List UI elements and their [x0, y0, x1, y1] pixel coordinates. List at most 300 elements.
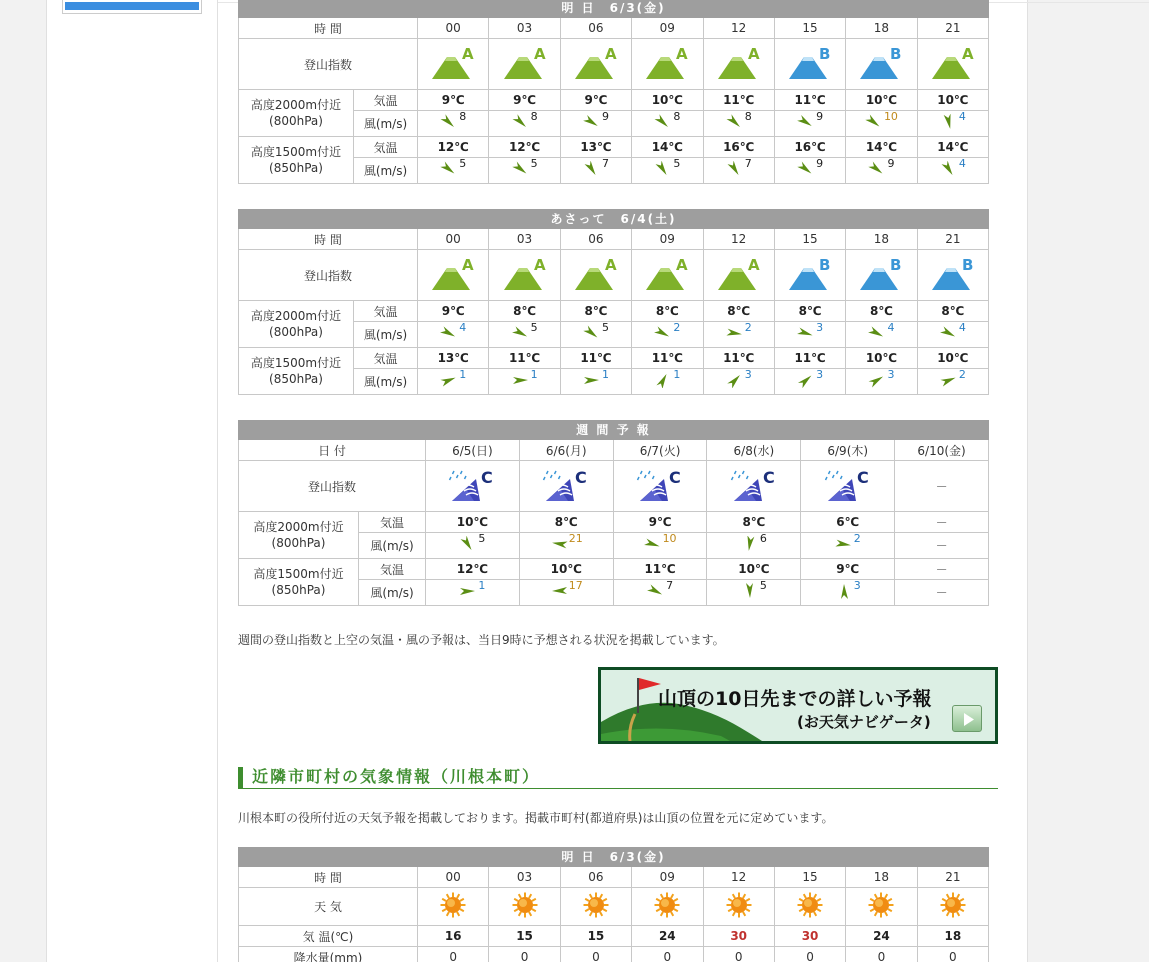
time-cell: 12 — [703, 867, 774, 888]
wind-data-cell — [632, 158, 703, 184]
weather-cell — [917, 888, 988, 926]
wind-data-cell — [426, 533, 520, 559]
mountain-index-icon-A — [929, 45, 977, 81]
wind-speed: 17 — [568, 579, 583, 592]
wind-speed: 5 — [530, 321, 538, 334]
time-cell: 15 — [774, 867, 845, 888]
wind-cell — [726, 157, 752, 177]
wind-arrow-icon — [797, 114, 815, 130]
altitude-name: 高度2000m付近 — [250, 309, 342, 323]
temp-cell: 8℃ — [560, 301, 631, 322]
svg-text:C: C — [856, 467, 869, 487]
wind-data-cell — [774, 158, 845, 184]
temp-cell: 9℃ — [489, 90, 560, 111]
banner-title: 山頂の10日先までの詳しい予報 — [658, 688, 932, 710]
wind-cell — [940, 157, 966, 177]
time-cell: 18 — [846, 867, 917, 888]
temp-cell: 11℃ — [613, 559, 707, 580]
wind-speed: 2 — [744, 321, 752, 334]
wind-cell — [868, 321, 895, 341]
mountain-index-icon-A — [643, 256, 691, 292]
wind-cell — [654, 110, 681, 130]
wind-arrow-icon — [797, 325, 815, 341]
svg-text:C: C — [669, 467, 681, 487]
wind-cell — [512, 321, 538, 341]
section-note: 川根本町の役所付近の天気予報を掲載しております。掲載市町村(都道府県)は山頂の位置を元に定めています。 — [238, 811, 834, 825]
wind-speed: 2 — [958, 368, 966, 381]
temp-cell: － — [895, 512, 989, 533]
date-label: 日 付 — [239, 440, 426, 461]
index-cell — [801, 461, 895, 512]
alt1-altitude-label — [239, 90, 354, 137]
wind-speed: 3 — [853, 579, 861, 592]
precip-cell: 0 — [560, 947, 631, 962]
wind-speed: 9 — [887, 157, 895, 170]
svg-text:B: B — [890, 255, 902, 274]
wind-speed: 5 — [601, 321, 609, 334]
alt2-altitude-label — [239, 559, 359, 606]
wind-cell — [512, 368, 538, 388]
wind-data-cell — [917, 158, 988, 184]
alt1-altitude-label — [239, 512, 359, 559]
wind-cell — [583, 368, 609, 388]
wind-arrow-icon — [868, 372, 886, 388]
wind-speed: 10 — [883, 110, 898, 123]
wind-arrow-icon — [835, 536, 853, 552]
temp-cell: 13℃ — [560, 137, 631, 158]
wind-label: 風(m/s) — [354, 322, 418, 348]
wind-speed: 1 — [530, 368, 538, 381]
wind-arrow-icon — [512, 161, 530, 177]
wind-cell — [726, 110, 752, 130]
wind-cell — [797, 321, 824, 341]
index-cell — [418, 250, 489, 301]
temp-cell: 12℃ — [418, 137, 489, 158]
index-cell — [418, 39, 489, 90]
wind-label: 風(m/s) — [354, 111, 418, 137]
table-title: あさって 6/4(土) — [239, 210, 989, 229]
index-cell — [489, 250, 560, 301]
alt1-altitude-label — [239, 301, 354, 348]
date-cell: 6/9(木) — [801, 440, 895, 461]
mountain-index-icon-B — [857, 45, 905, 81]
wind-speed: 9 — [816, 110, 824, 123]
wind-speed: 8 — [459, 110, 467, 123]
time-cell: 03 — [489, 18, 560, 39]
wind-speed: 8 — [530, 110, 538, 123]
banner-subtitle: (お天気ナビゲータ) — [797, 713, 931, 731]
svg-text:A: A — [462, 44, 474, 63]
wind-speed: 1 — [459, 368, 467, 381]
svg-text:C: C — [762, 467, 775, 487]
wind-data-cell — [632, 322, 703, 348]
wind-data-cell — [519, 533, 613, 559]
svg-text:A: A — [604, 255, 617, 274]
precip-cell: 0 — [774, 947, 845, 962]
temp-cell: 18 — [917, 926, 988, 947]
temp-cell: 8℃ — [489, 301, 560, 322]
mountain-index-icon-A — [501, 256, 549, 292]
temp-cell: 15 — [560, 926, 631, 947]
temp-cell: 30 — [774, 926, 845, 947]
sidebar-box — [62, 0, 202, 14]
wind-data-cell — [774, 322, 845, 348]
wind-cell — [583, 157, 609, 177]
svg-text:A: A — [747, 44, 760, 63]
temp-cell: 14℃ — [632, 137, 703, 158]
wind-arrow-icon — [654, 114, 672, 130]
wind-cell — [440, 110, 467, 130]
temp-cell: 10℃ — [917, 90, 988, 111]
wind-cell — [868, 368, 895, 388]
weather-cell — [560, 888, 631, 926]
index-cell — [917, 39, 988, 90]
time-cell: 09 — [632, 867, 703, 888]
temp-cell: 16 — [418, 926, 489, 947]
wind-arrow-icon — [940, 372, 958, 388]
temp-cell: 11℃ — [632, 348, 703, 369]
wind-arrow-icon — [654, 372, 672, 388]
wind-speed: 5 — [459, 157, 467, 170]
wind-cell — [865, 110, 898, 130]
wind-data-cell — [418, 322, 489, 348]
wind-data-cell — [489, 322, 560, 348]
mountain-index-icon-A — [643, 45, 691, 81]
time-cell: 06 — [560, 229, 631, 250]
weather-cell — [489, 888, 560, 926]
mountain-index-icon-B — [857, 256, 905, 292]
wind-data-cell — [632, 111, 703, 137]
time-cell: 18 — [846, 229, 917, 250]
wind-arrow-icon — [440, 114, 458, 130]
alt2-altitude-label — [239, 137, 354, 184]
time-cell: 15 — [774, 18, 845, 39]
mountain-index-icon-B — [786, 256, 834, 292]
alt2-altitude-label — [239, 348, 354, 395]
temp-cell: 14℃ — [917, 137, 988, 158]
temp-cell: 8℃ — [703, 301, 774, 322]
temp-cell: 10℃ — [846, 348, 917, 369]
temp-cell: 8℃ — [632, 301, 703, 322]
precip-label: 降水量(mm) — [239, 947, 418, 962]
wind-arrow-icon — [644, 536, 662, 552]
index-cell — [917, 250, 988, 301]
wind-cell — [797, 110, 824, 130]
sun-icon — [796, 891, 824, 919]
temp-cell: 11℃ — [703, 90, 774, 111]
wind-speed: 3 — [744, 368, 752, 381]
temp-cell: 10℃ — [707, 559, 801, 580]
wind-cell — [440, 157, 467, 177]
temp-cell: 12℃ — [426, 559, 520, 580]
wind-arrow-icon — [583, 325, 601, 341]
wind-speed: 5 — [673, 157, 681, 170]
wind-data-cell — [703, 158, 774, 184]
play-button[interactable] — [952, 705, 982, 732]
time-cell: 09 — [632, 18, 703, 39]
index-cell — [632, 39, 703, 90]
wind-speed: 4 — [459, 321, 467, 334]
svg-text:A: A — [533, 44, 546, 63]
wind-data-cell — [560, 369, 631, 395]
temp-cell: 6℃ — [801, 512, 895, 533]
wind-cell — [459, 579, 486, 599]
play-icon — [953, 706, 983, 733]
wind-cell — [440, 368, 467, 388]
index-cell — [774, 39, 845, 90]
svg-text:B: B — [961, 255, 974, 274]
temp-cell: 11℃ — [489, 348, 560, 369]
date-cell: 6/10(金) — [895, 440, 989, 461]
temp-cell: 10℃ — [917, 348, 988, 369]
wind-arrow-icon — [440, 161, 458, 177]
wind-speed: 5 — [478, 532, 486, 545]
temp-label: 気温 — [359, 512, 426, 533]
time-cell: 12 — [703, 18, 774, 39]
temp-cell: 10℃ — [632, 90, 703, 111]
wind-speed: 7 — [666, 579, 674, 592]
wind-data-cell — [519, 580, 613, 606]
pressure-level: (800hPa) — [269, 114, 323, 128]
temp-cell: 11℃ — [560, 348, 631, 369]
time-cell: 00 — [418, 18, 489, 39]
wind-speed: 10 — [662, 532, 677, 545]
mountain-index-icon-C — [730, 467, 778, 503]
wind-speed: 7 — [744, 157, 752, 170]
wind-cell — [726, 368, 752, 388]
temp-label: 気 温(℃) — [239, 926, 418, 947]
wind-arrow-icon — [865, 114, 883, 130]
mountain-index-icon-A — [429, 256, 477, 292]
wind-arrow-icon — [512, 372, 530, 388]
wind-data-cell — [774, 369, 845, 395]
wind-speed: 2 — [853, 532, 861, 545]
wind-label: 風(m/s) — [359, 533, 426, 559]
wind-label: 風(m/s) — [354, 158, 418, 184]
altitude-name: 高度2000m付近 — [253, 520, 344, 534]
sidebar-bar[interactable] — [65, 2, 199, 10]
index-cell — [846, 39, 917, 90]
index-cell — [846, 250, 917, 301]
weekly-table — [238, 420, 989, 606]
index-cell — [895, 461, 989, 512]
temp-cell: 9℃ — [801, 559, 895, 580]
wind-value: － — [935, 539, 948, 553]
mountain-index-icon-A — [572, 256, 620, 292]
time-label: 時 間 — [239, 867, 418, 888]
wind-cell — [868, 157, 895, 177]
wind-data-cell — [801, 533, 895, 559]
wind-data-cell — [613, 580, 707, 606]
temp-cell: 9℃ — [418, 301, 489, 322]
mountain-index-icon-B — [929, 256, 977, 292]
wind-arrow-icon — [583, 372, 601, 388]
time-cell: 03 — [489, 867, 560, 888]
wind-arrow-icon — [726, 161, 744, 177]
wind-speed: 8 — [744, 110, 752, 123]
wind-arrow-icon — [550, 536, 568, 552]
wind-data-cell — [895, 533, 989, 559]
weather-cell — [846, 888, 917, 926]
wind-data-cell — [846, 111, 917, 137]
forecast-table — [238, 209, 989, 395]
mountain-index-icon-C — [448, 467, 496, 503]
wind-cell — [940, 110, 966, 130]
wind-label: 風(m/s) — [354, 369, 418, 395]
wind-speed: 2 — [673, 321, 681, 334]
wind-value: － — [935, 586, 948, 600]
wind-arrow-icon — [440, 325, 458, 341]
sun-icon — [511, 891, 539, 919]
weather-cell — [703, 888, 774, 926]
wind-cell — [459, 532, 486, 552]
temp-cell: 8℃ — [846, 301, 917, 322]
time-cell: 21 — [917, 229, 988, 250]
wind-arrow-icon — [647, 583, 665, 599]
wind-cell — [440, 321, 467, 341]
temp-cell: 30 — [703, 926, 774, 947]
svg-text:A: A — [747, 255, 760, 274]
temp-cell: 9℃ — [613, 512, 707, 533]
wind-speed: 5 — [759, 579, 767, 592]
wind-data-cell — [632, 369, 703, 395]
temp-label: 気温 — [359, 559, 426, 580]
wind-cell — [583, 110, 609, 130]
svg-text:A: A — [604, 44, 617, 63]
wind-cell — [644, 532, 677, 552]
precip-cell: 0 — [703, 947, 774, 962]
time-label: 時 間 — [239, 229, 418, 250]
temp-cell: 8℃ — [707, 512, 801, 533]
index-cell — [560, 39, 631, 90]
wind-data-cell — [703, 369, 774, 395]
wind-arrow-icon — [550, 583, 568, 599]
sidebar-divider — [217, 0, 218, 962]
wind-arrow-icon — [726, 325, 744, 341]
wind-data-cell — [426, 580, 520, 606]
wind-speed: 8 — [673, 110, 681, 123]
wind-speed: 4 — [958, 157, 966, 170]
index-cell — [703, 39, 774, 90]
temp-cell: 9℃ — [560, 90, 631, 111]
temp-cell: 10℃ — [426, 512, 520, 533]
index-cell — [426, 461, 520, 512]
wind-arrow-icon — [797, 372, 815, 388]
svg-text:C: C — [575, 467, 587, 487]
pressure-level: (850hPa) — [271, 583, 326, 597]
wind-speed: 21 — [568, 532, 583, 545]
svg-text:B: B — [819, 255, 831, 274]
section-heading: 近隣市町村の気象情報（川根本町） — [238, 767, 998, 789]
svg-text:B: B — [890, 44, 902, 63]
index-cell — [632, 250, 703, 301]
time-cell: 21 — [917, 867, 988, 888]
temp-label: 気温 — [354, 137, 418, 158]
wind-arrow-icon — [940, 161, 958, 177]
index-cell — [613, 461, 707, 512]
svg-text:A: A — [533, 255, 546, 274]
wind-speed: 5 — [530, 157, 538, 170]
wind-data-cell — [846, 322, 917, 348]
wind-speed: 4 — [887, 321, 895, 334]
wind-speed: 1 — [601, 368, 609, 381]
altitude-name: 高度1500m付近 — [253, 567, 344, 581]
wind-cell — [940, 321, 966, 341]
time-label: 時 間 — [239, 18, 418, 39]
wind-data-cell — [489, 111, 560, 137]
forecast-table — [238, 0, 989, 184]
wind-speed: 1 — [478, 579, 486, 592]
wind-cell — [512, 157, 538, 177]
date-cell: 6/7(火) — [613, 440, 707, 461]
wind-arrow-icon — [440, 372, 458, 388]
wind-data-cell — [917, 369, 988, 395]
wind-speed: 3 — [816, 368, 824, 381]
wind-arrow-icon — [654, 325, 672, 341]
wind-cell — [550, 532, 583, 552]
wind-cell — [654, 368, 681, 388]
wind-speed: 9 — [601, 110, 609, 123]
wind-data-cell — [917, 111, 988, 137]
wind-arrow-icon — [512, 114, 530, 130]
time-cell: 00 — [418, 867, 489, 888]
temp-cell: 10℃ — [519, 559, 613, 580]
wind-data-cell — [707, 580, 801, 606]
index-cell — [707, 461, 801, 512]
temp-cell: 11℃ — [774, 348, 845, 369]
wind-cell — [835, 579, 861, 599]
sun-icon — [582, 891, 610, 919]
wind-cell — [741, 579, 767, 599]
mountain-index-icon-C — [636, 467, 684, 503]
wind-arrow-icon — [583, 114, 601, 130]
time-cell: 18 — [846, 18, 917, 39]
altitude-name: 高度2000m付近 — [250, 98, 342, 112]
wind-speed: 9 — [816, 157, 824, 170]
temp-cell: 9℃ — [418, 90, 489, 111]
wind-speed: 3 — [816, 321, 824, 334]
wind-arrow-icon — [512, 325, 530, 341]
index-cell — [774, 250, 845, 301]
precip-cell: 0 — [418, 947, 489, 962]
wind-cell — [726, 321, 752, 341]
wind-arrow-icon — [868, 325, 886, 341]
wind-cell — [940, 368, 966, 388]
town-forecast-table — [238, 847, 989, 962]
temp-cell: 8℃ — [519, 512, 613, 533]
wind-data-cell — [895, 580, 989, 606]
temp-cell: 15 — [489, 926, 560, 947]
date-cell: 6/5(日) — [426, 440, 520, 461]
svg-text:A: A — [676, 255, 688, 274]
wind-data-cell — [917, 322, 988, 348]
wind-cell — [654, 157, 681, 177]
wind-arrow-icon — [835, 583, 853, 599]
wind-data-cell — [801, 580, 895, 606]
mountain-index-icon-A — [572, 45, 620, 81]
wind-data-cell — [707, 533, 801, 559]
wind-cell — [797, 368, 824, 388]
table-title: 明 日 6/3(金) — [239, 848, 989, 867]
wind-arrow-icon — [940, 114, 958, 130]
temp-label: 気温 — [354, 301, 418, 322]
time-cell: 15 — [774, 229, 845, 250]
wind-arrow-icon — [726, 114, 744, 130]
navigator-banner[interactable] — [598, 667, 998, 744]
mountain-index-icon-C — [824, 467, 872, 503]
pressure-level: (850hPa) — [269, 372, 323, 386]
sun-icon — [939, 891, 967, 919]
